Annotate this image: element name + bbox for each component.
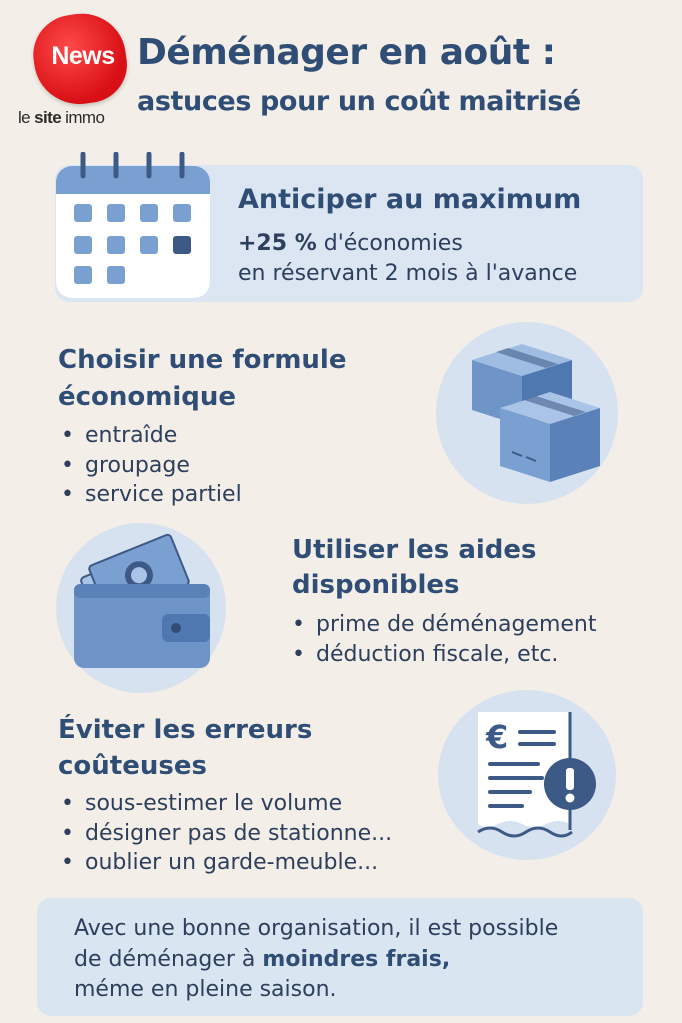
- aid-list: [289, 610, 597, 669]
- list-item: • désigner pas de stationne...: [58, 819, 392, 849]
- site-logo[interactable]: [18, 10, 128, 130]
- errors-list: [58, 789, 392, 878]
- section-formula-title: Choisir une formule économique: [58, 345, 347, 412]
- conclusion-text: Avec une bonne organisation, il est possible de déménager à moindres frais, méme en pleine saison.: [74, 916, 559, 1002]
- booking-advice-line: en réservant 2 mois à l'avance: [238, 261, 578, 286]
- svg-text:€: €: [486, 718, 509, 756]
- section-errors-title: Éviter les erreurs coûteuses: [58, 715, 313, 781]
- calendar-icon: [54, 152, 212, 300]
- invoice-warning-icon: [458, 702, 608, 852]
- moving-boxes-icon: [452, 330, 612, 490]
- section-anticipate-title: Anticiper au maximum: [238, 184, 582, 215]
- list-item: • oublier un garde-meuble...: [58, 848, 392, 878]
- logo-tagline: le site immo: [18, 108, 105, 127]
- list-item: • prime de déménagement: [289, 610, 597, 640]
- list-item: • sous-estimer le volume: [58, 789, 392, 819]
- wallet-icon: [66, 528, 218, 678]
- logo-news-text: News: [51, 42, 115, 70]
- list-item: • groupage: [58, 451, 242, 481]
- section-aid-title: Utiliser les aides disponibles: [292, 535, 537, 600]
- page-title: Déménager en août :: [137, 32, 556, 73]
- savings-line: +25 % d'économies: [238, 231, 463, 256]
- list-item: • service partiel: [58, 480, 242, 510]
- list-item: • déduction fiscale, etc.: [289, 640, 597, 670]
- list-item: • entraîde: [58, 421, 242, 451]
- page-subtitle: astuces pour un coût maitrisé: [137, 86, 581, 117]
- formula-list: [58, 421, 242, 510]
